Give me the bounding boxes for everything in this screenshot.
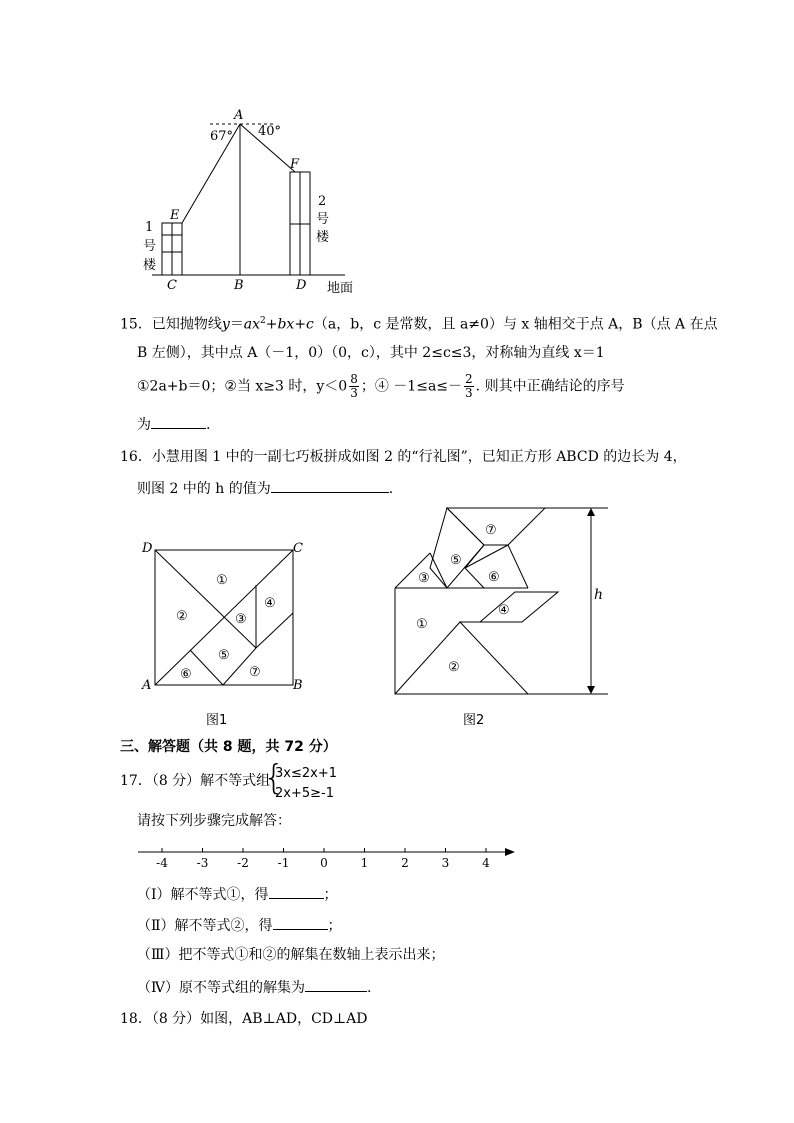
fig2-piece-3: ③: [418, 571, 430, 586]
number-line-tick-label: -2: [237, 856, 249, 870]
fig2-piece-7: ⑦: [485, 523, 497, 538]
q15-answer-blank[interactable]: [151, 414, 206, 429]
fig2-piece-2: ②: [448, 660, 460, 675]
building-figure: [130, 105, 370, 300]
fig2-piece-4: ④: [498, 603, 510, 618]
number-line-tick-label: 3: [441, 856, 450, 870]
figure-1-tangram: [138, 538, 308, 698]
fig1-piece-6: ⑥: [180, 667, 192, 682]
fig1-label-C: C: [293, 541, 303, 556]
bldg1-label-2: 号: [143, 239, 157, 254]
fraction-8-3: $\frac{8}{3}$: [350, 372, 358, 400]
number-line-tick-label: -3: [196, 856, 209, 870]
number-line-tick-label: -4: [156, 856, 168, 870]
bldg2-label-3: 楼: [316, 230, 330, 245]
q15-line3: ①2a+b＝0；②当 x≥3 时，y＜0 $\frac{8}{3}$ ；④ －1≤a≤－ $\frac{2}{3}$ . 则其中正确结论的序号: [137, 372, 625, 400]
fig2-piece-5: ⑤: [450, 553, 462, 568]
number-line-tick-label: 4: [482, 856, 490, 870]
q17-step4: （Ⅳ）原不等式组的解集为 .: [137, 977, 371, 997]
q16-line2: 则图 2 中的 h 的值为 .: [137, 478, 393, 498]
q16-line1: 16．小慧用图 1 中的一副七巧板拼成如图 2 的“行礼图”，已知正方形 ABCD 的边长为 4，: [120, 449, 687, 465]
label-C: C: [167, 278, 177, 293]
figure-2-tangram: [380, 498, 620, 703]
number-line-tick-label: 1: [360, 856, 369, 870]
number-line-tick-label: 0: [320, 856, 328, 870]
q15-line2: B 左侧），其中点 A（－1，0）（0，c），其中 2≤c≤3，对称轴为直线 x＝1: [137, 345, 605, 361]
fig1-label-D: D: [142, 541, 153, 556]
q16-answer-blank[interactable]: [271, 478, 389, 493]
fig2-h-label: h: [594, 587, 604, 603]
bldg1-label-3: 楼: [143, 258, 157, 273]
fig1-piece-4: ④: [264, 596, 276, 611]
q15-line4: 为 .: [137, 414, 210, 434]
fraction-2-3: $\frac{2}{3}$: [465, 372, 473, 400]
fig1-caption: 图1: [206, 713, 228, 728]
number-line-tick-label: -1: [277, 856, 290, 870]
angle-40: 40°: [258, 124, 282, 139]
fig1-piece-5: ⑤: [218, 648, 230, 663]
q17-step3: （Ⅲ）把不等式①和②的解集在数轴上表示出来；: [137, 947, 445, 963]
fig1-piece-7: ⑦: [249, 665, 261, 680]
label-D: D: [296, 278, 307, 293]
fig2-piece-6: ⑥: [488, 570, 500, 585]
bldg2-label-2: 号: [316, 212, 330, 227]
q17-brace: {: [263, 758, 285, 798]
fig2-piece-1: ①: [416, 617, 428, 632]
bldg2-label-1: 2: [318, 194, 327, 209]
label-E: E: [170, 208, 180, 223]
ground-label: 地面: [327, 281, 354, 296]
angle-67: 67°: [210, 129, 234, 144]
bldg1-label-1: 1: [145, 220, 154, 235]
q15-line1: 15．已知抛物线$y=ax^2+bx+c(a$，b，c 是常数，且 a≠0）与 x 轴相交于点 A，B（点 A 在点: [120, 316, 718, 333]
q18-text: 18．（8 分）如图，AB⊥AD，CD⊥AD: [120, 1011, 368, 1027]
label-F: F: [290, 157, 300, 172]
q17-step2: （Ⅱ）解不等式②，得 ；: [137, 915, 342, 935]
label-B: B: [234, 278, 244, 293]
building-2: [290, 172, 310, 275]
fig1-label-B: B: [293, 678, 303, 693]
section-3-title: 三、解答题（共 8 题，共 72 分）: [120, 739, 337, 755]
q17-step2-blank[interactable]: [273, 915, 328, 930]
fig1-piece-3: ③: [235, 612, 247, 627]
fig1-label-A: A: [142, 678, 152, 693]
q17-step1-blank[interactable]: [269, 884, 324, 899]
fig1-piece-2: ②: [176, 609, 188, 624]
q17-step1: （Ⅰ）解不等式①，得 ；: [137, 884, 338, 904]
q17-ineq2: 2x+5≥-1: [275, 786, 334, 801]
q17-ineq1: 3x≤2x+1: [275, 766, 337, 781]
fig1-piece-1: ①: [216, 573, 228, 588]
q17-instruction: 请按下列步骤完成解答：: [137, 813, 291, 829]
number-line[interactable]: [135, 842, 520, 872]
q17-step4-blank[interactable]: [305, 977, 367, 992]
building-1: [162, 223, 182, 275]
fig2-caption: 图2: [463, 713, 485, 728]
label-A: A: [234, 108, 244, 123]
q17-head: 17．（8 分）解不等式组: [120, 773, 271, 789]
number-line-tick-label: 2: [401, 856, 409, 870]
